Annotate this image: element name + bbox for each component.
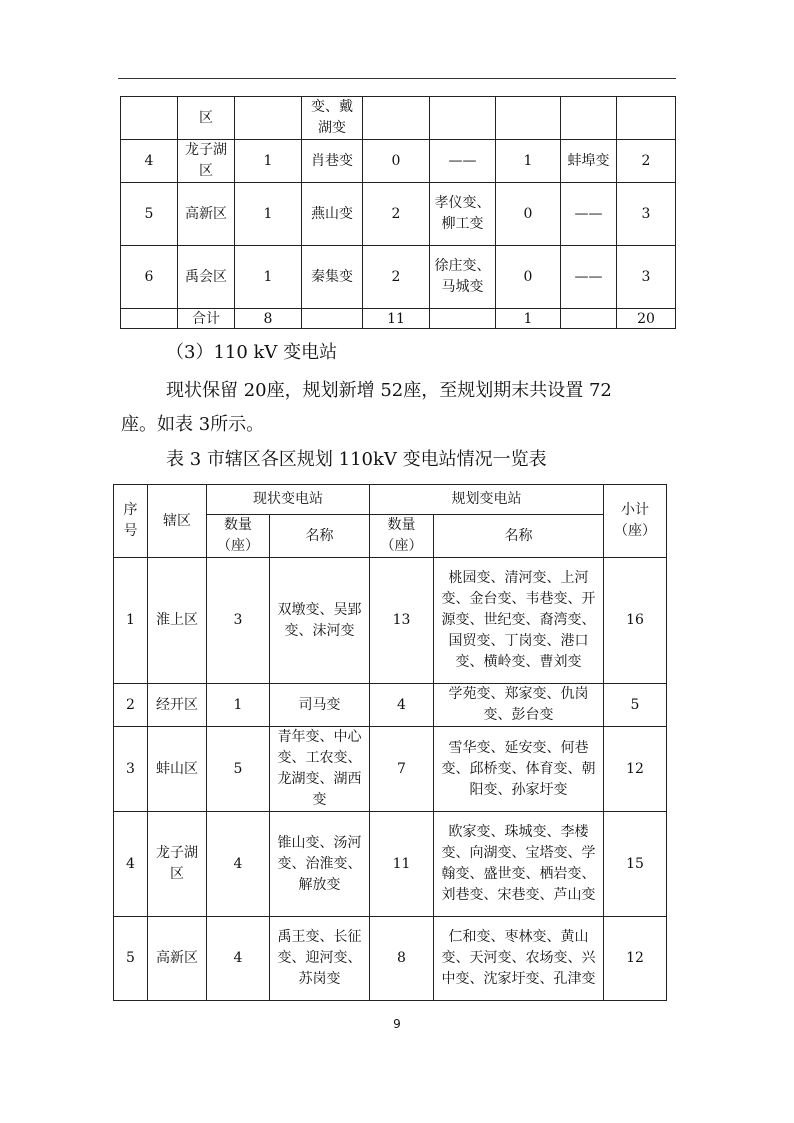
table-3-cell-seq: 4 [114, 812, 148, 917]
table-2-cell-c3: 0 [363, 140, 430, 183]
table-2-cell-seq [121, 97, 178, 140]
table-row [121, 140, 676, 183]
table-3-cell-district: 淮上区 [148, 558, 207, 684]
table-2-cell-c1: 1 [235, 140, 302, 183]
table-2-cell-c1: 1 [235, 246, 302, 309]
table-2-cell-c4 [430, 97, 496, 140]
header-planned-name: 名称 [434, 515, 604, 558]
table-2-cell-c3: 2 [363, 246, 430, 309]
table-3-cell-planned-names: 欧家变、珠城变、李楼变、向湖变、宝塔变、学翰变、盛世变、栖岩变、刘巷变、宋巷变、芦山变 [434, 812, 604, 917]
table-2-total-row [121, 309, 676, 329]
table-2-cell-c2: 燕山变 [302, 183, 363, 246]
table-3-cell-district: 龙子湖区 [148, 812, 207, 917]
table-3-cell-planned-names: 雪华变、延安变、何巷变、邱桥变、体育变、朝阳变、孙家圩变 [434, 727, 604, 812]
table-3-cell-seq: 2 [114, 684, 148, 727]
table-row [121, 97, 676, 140]
table-3-cell-planned-qty: 13 [370, 558, 434, 684]
header-existing-qty: 数量（座） [207, 515, 270, 558]
table-2-cell-c4: 孝仪变、柳工变 [430, 183, 496, 246]
table-2-cell-c7: 3 [617, 246, 676, 309]
table-row [114, 558, 667, 684]
table-2-cell-c4: —— [430, 140, 496, 183]
table-3-cell-existing-qty: 4 [207, 917, 270, 1001]
table-2-total-c1: 8 [235, 309, 302, 329]
table-3-header-row [114, 485, 667, 515]
table-2-cell-district: 禹会区 [178, 246, 235, 309]
table-2-total-label: 合计 [178, 309, 235, 329]
table-3-cell-seq: 1 [114, 558, 148, 684]
table-3-caption: 表 3 市辖区各区规划 110kV 变电站情况一览表 [166, 449, 547, 470]
paragraph-line-2: 座。如表 3所示。 [121, 414, 265, 435]
table-2-cell-c5 [496, 97, 561, 140]
table-2-cell-seq: 5 [121, 183, 178, 246]
table-2-cell-c5: 0 [496, 246, 561, 309]
table-3-cell-seq: 5 [114, 917, 148, 1001]
table-2-total-c7: 20 [617, 309, 676, 329]
table-2-cell-c2: 变、戴湖变 [302, 97, 363, 140]
table-3-cell-subtotal: 12 [604, 727, 667, 812]
table-3-cell-planned-names: 仁和变、枣林变、黄山变、天河变、农场变、兴中变、沈家圩变、孔津变 [434, 917, 604, 1001]
table-2-cell-c4: 徐庄变、马城变 [430, 246, 496, 309]
table-3-cell-subtotal: 5 [604, 684, 667, 727]
paragraph-line-1: 现状保留 20座，规划新增 52座，至规划期末共设置 72 [166, 380, 612, 401]
table-3-cell-district: 蚌山区 [148, 727, 207, 812]
table-2-cell-c6 [561, 97, 617, 140]
table-2-cell-c1 [235, 97, 302, 140]
table-2-cell-c7: 3 [617, 183, 676, 246]
page-number: 9 [393, 1017, 401, 1031]
table-2-blank [430, 309, 496, 329]
header-existing-group: 现状变电站 [207, 485, 370, 515]
table-3-cell-existing-qty: 1 [207, 684, 270, 727]
table-2-blank [302, 309, 363, 329]
table-2-cell-c3 [363, 97, 430, 140]
table-3-cell-planned-qty: 4 [370, 684, 434, 727]
table-2-cell-c7 [617, 97, 676, 140]
table-3-cell-district: 高新区 [148, 917, 207, 1001]
table-2-cell-c1: 1 [235, 183, 302, 246]
table-2-blank [561, 309, 617, 329]
table-2-cell-c6: 蚌埠变 [561, 140, 617, 183]
table-3-cell-existing-names: 司马变 [270, 684, 370, 727]
header-existing-name: 名称 [270, 515, 370, 558]
table-2-cell-seq: 6 [121, 246, 178, 309]
table-3-body [114, 485, 667, 1001]
table-3-cell-subtotal: 16 [604, 558, 667, 684]
table-row [121, 183, 676, 246]
header-district: 辖区 [148, 485, 207, 558]
table-2-cell-district: 高新区 [178, 183, 235, 246]
table-3-cell-existing-qty: 4 [207, 812, 270, 917]
table-2-cell-seq: 4 [121, 140, 178, 183]
table-2-total-c5: 1 [496, 309, 561, 329]
table-3-cell-planned-qty: 8 [370, 917, 434, 1001]
table-2-cell-c5: 1 [496, 140, 561, 183]
table-3-cell-seq: 3 [114, 727, 148, 812]
table-3-cell-existing-names: 双墩变、吴郢变、沫河变 [270, 558, 370, 684]
table-3-cell-planned-names: 桃园变、清河变、上河变、金台变、韦巷变、开源变、世纪变、裔湾变、国贸变、丁岗变、港口变、横岭变、曹刘变 [434, 558, 604, 684]
table-3-cell-planned-names: 学苑变、郑家变、仇岗变、彭台变 [434, 684, 604, 727]
table-3-cell-existing-names: 青年变、中心变、工农变、龙湖变、湖西变 [270, 727, 370, 812]
table-3-cell-subtotal: 12 [604, 917, 667, 1001]
table-2-cell-c7: 2 [617, 140, 676, 183]
table-2-blank [121, 309, 178, 329]
header-subtotal: 小计（座） [604, 485, 667, 558]
table-row [114, 917, 667, 1001]
table-3 [113, 484, 667, 1001]
section-heading: （3）110 kV 变电站 [166, 342, 338, 363]
table-2-cell-c3: 2 [363, 183, 430, 246]
table-3-cell-planned-qty: 11 [370, 812, 434, 917]
table-2-body [121, 97, 676, 329]
header-seq: 序号 [114, 485, 148, 558]
table-3-cell-existing-qty: 3 [207, 558, 270, 684]
table-row [114, 684, 667, 727]
table-2-cell-district: 龙子湖区 [178, 140, 235, 183]
table-3-cell-existing-qty: 5 [207, 727, 270, 812]
table-2-cell-c6: —— [561, 183, 617, 246]
table-3-cell-existing-names: 禹王变、长征变、迎河变、苏岗变 [270, 917, 370, 1001]
table-2-cell-district: 区 [178, 97, 235, 140]
table-3-cell-planned-qty: 7 [370, 727, 434, 812]
table-3-cell-subtotal: 15 [604, 812, 667, 917]
table-3-cell-existing-names: 锥山变、汤河变、治淮变、解放变 [270, 812, 370, 917]
table-2-continued [120, 96, 676, 329]
table-2-total-c3: 11 [363, 309, 430, 329]
header-planned-group: 规划变电站 [370, 485, 604, 515]
table-row [121, 246, 676, 309]
header-planned-qty: 数量（座） [370, 515, 434, 558]
table-row [114, 727, 667, 812]
header-rule [118, 78, 676, 79]
table-row [114, 812, 667, 917]
table-2-cell-c5: 0 [496, 183, 561, 246]
table-2-cell-c2: 秦集变 [302, 246, 363, 309]
table-3-cell-district: 经开区 [148, 684, 207, 727]
table-2-cell-c6: —— [561, 246, 617, 309]
table-2-cell-c2: 肖巷变 [302, 140, 363, 183]
